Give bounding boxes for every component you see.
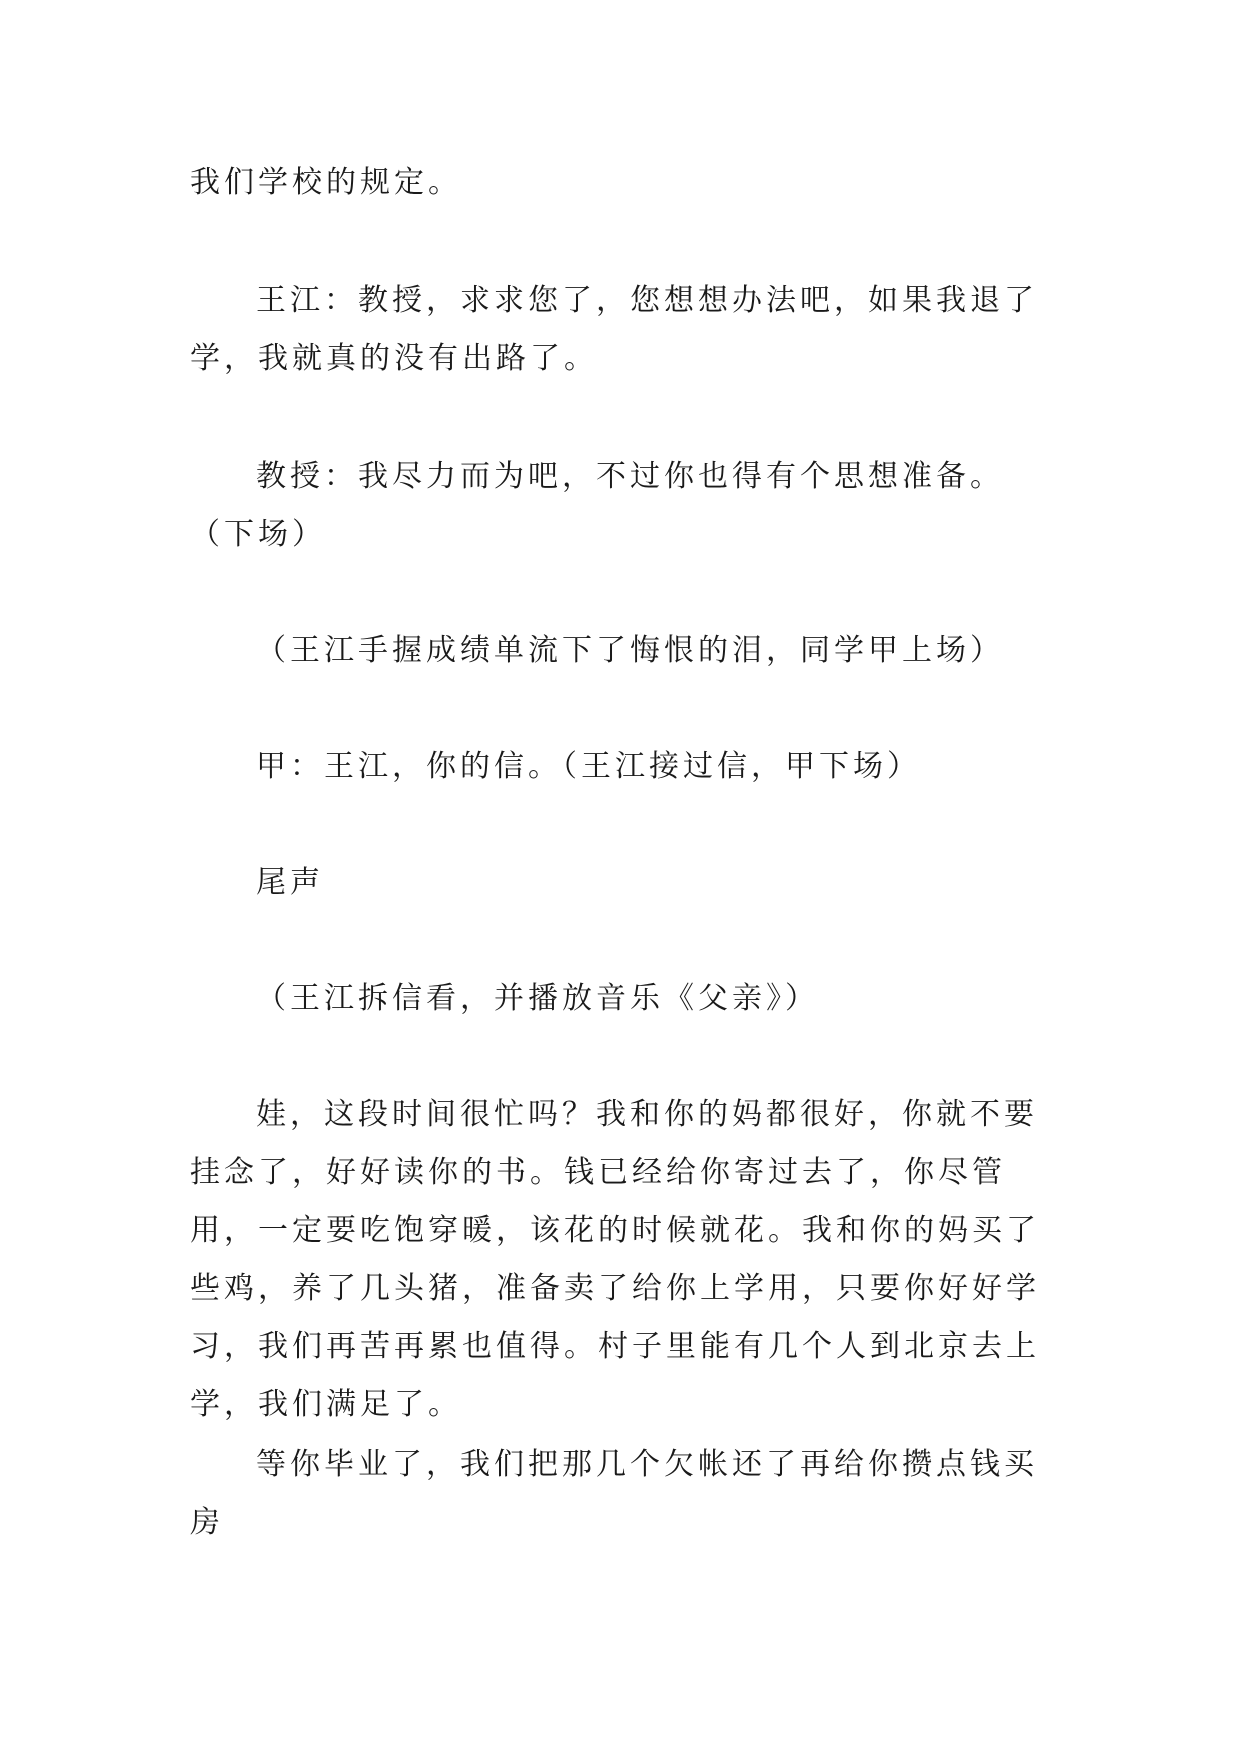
paragraph-stage-direction-music: （王江拆信看，并播放音乐《父亲》） (256, 981, 819, 1016)
paragraph-letter-delivery: 甲：王江，你的信。（王江接过信，甲下场） (256, 749, 921, 784)
paragraph-stage-direction-tears: （王江手握成绩单流下了悔恨的泪，同学甲上场） (256, 633, 1004, 668)
paragraph-wangjiang-plea: 王江：教授，求求您了，您想想办法吧，如果我退了学，我就真的没有出路了。 (190, 283, 1038, 376)
paragraph-letter-body: 娃，这段时间很忙吗？我和你的妈都很好，你就不要挂念了，好好读你的书。钱已经给你寄过去了，你尽管用，一定要吃饱穿暖，该花的时候就花。我和你的妈买了些鸡，养了几头猪，准备卖了给你上学用，只要你好好学习，我们再苦再累也值得。村子里能有几个人到北京去上学，我们满足了。 (190, 1097, 1040, 1422)
paragraph-continuation: 我们学校的规定。 (190, 165, 462, 200)
section-heading-epilogue: 尾声 (256, 865, 324, 900)
paragraph-professor-reply: 教授：我尽力而为吧，不过你也得有个思想准备。（下场） (190, 459, 1004, 552)
paragraph-letter-continued: 等你毕业了，我们把那几个欠帐还了再给你攒点钱买房 (190, 1447, 1038, 1540)
